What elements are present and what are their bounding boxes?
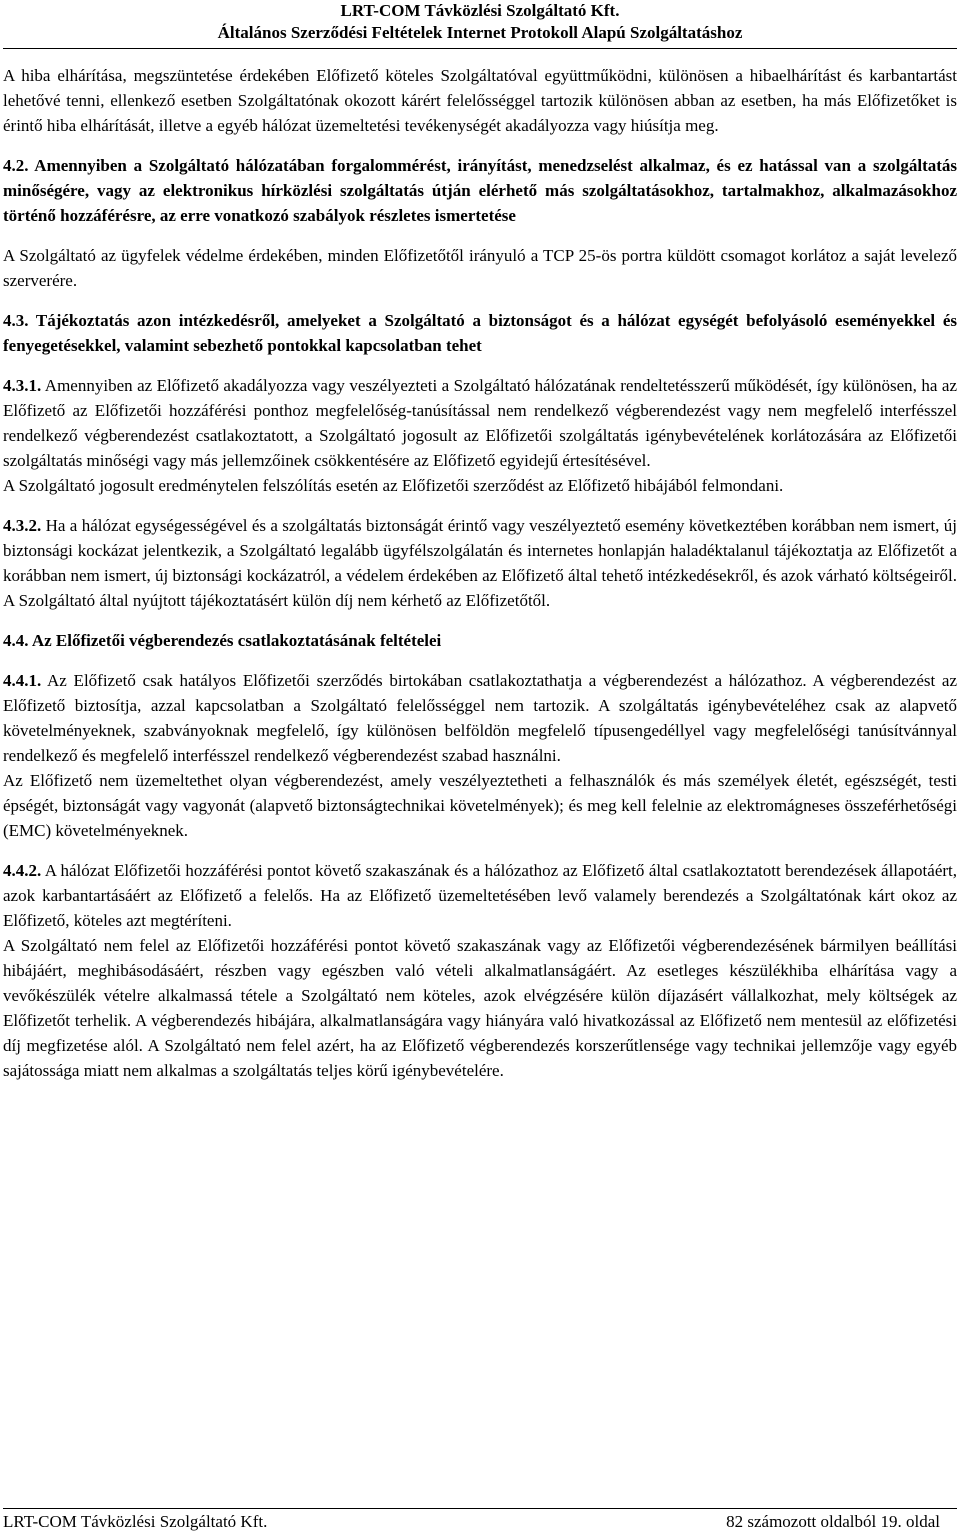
section-4-3-2-text: [3, 513, 957, 613]
section-4-4-2-text-2: A Szolgáltató nem felel az Előfizetői hozzáférési pontot követő szakaszának vagy az Előfizetői végberendezésének bármilyen beállítási hibájáért, meghibásodásáért, részben vagy egészben való vételi alkalmatlanságáért. Az esetleges készülékhiba elhárítása vagy a vevőkészülék vételre alkalmassá tétele a Szolgáltató nem köteles, azok elvégzésére külön díjazásért vállalkozhat, mely költségek az Előfizetőt terhelik. A végberendezés hibájára, alkalmatlanságára vagy hiányára való hivatkozással az Előfizető nem mentesül az előfizetési díj megfizetése alól. A Szolgáltató nem felel azért, ha az Előfizető végberendezés korszerűtlensége vagy technikai jellemzője vagy egyéb sajátossága miatt nem alkalmas a szolgáltatás teljes körű igénybevételére.: [3, 936, 957, 1080]
section-4-3-1-text-2: A Szolgáltató jogosult eredménytelen felszólítás esetén az Előfizetői szerződést az Előfizető hibájából felmondani.: [3, 476, 784, 495]
section-body-text: Az Előfizető csak hatályos Előfizetői szerződés birtokában csatlakoztathatja a végberendezést a hálózathoz. A végberendezést az Előfizető biztosítja, azzal kapcsolatban a Szolgáltató felelősséggel nem tartozik. A szolgáltatás igénybevételéhez csak az alapvető követelményeknek, szabványoknak megfelelő, így különösen belföldön megfelelő típusengedéllyel vagy megfelelőségi tanúsítvánnyal rendelkező és megfelelő interfésszel rendelkező végberendezést szabad használni.: [3, 671, 957, 765]
header-title: Általános Szerződési Feltételek Internet Protokoll Alapú Szolgáltatáshoz: [217, 23, 743, 42]
section-number: 4.3.1.: [3, 376, 42, 395]
footer-company: LRT-COM Távközlési Szolgáltató Kft.: [3, 1512, 268, 1531]
section-4-4-1-text: [3, 668, 957, 768]
document-body: [3, 63, 957, 1083]
section-heading-text: Tájékoztatás azon intézkedésről, amelyeket a Szolgáltató a biztonságot és a hálózat egységét befolyásoló eseményekkel és fenyegetésekkel, valamint sebezhető pontokkal kapcsolatban tehet: [3, 311, 957, 355]
page-footer: [3, 1508, 957, 1533]
page-header: [3, 0, 957, 44]
section-number: 4.4.: [3, 631, 29, 650]
section-number: 4.2.: [3, 156, 29, 175]
section-body-text: Amennyiben az Előfizető akadályozza vagy veszélyezteti a Szolgáltató hálózatának rendeltetésszerű működését, így különösen, ha az Előfizető az Előfizetői hozzáférési ponthoz megfelelőség-tanúsítással nem rendelkező végberendezést vagy nem megfelelő interfésszel rendelkező végberendezést csatlakoztatott, a Szolgáltató jogosult az Előfizetői szolgáltatás igénybevételének korlátozására az Előfizetői szolgáltatás minőségi vagy más jellemzőinek csökkentésére az Előfizető egyidejű értesítésével.: [3, 376, 958, 470]
section-body-text: A hálózat Előfizetői hozzáférési pontot követő szakaszának és a hálózathoz az Előfizető által csatlakoztatott berendezések állapotáért, azok karbantartásáért az Előfizető a felelős. Ha az Előfizető üzemeltetésében levő valamely berendezés a Szolgáltatónak kárt okoz az Előfizető, köteles azt megtéríteni.: [3, 861, 958, 930]
footer-page-number: 82 számozott oldalból 19. oldal: [726, 1512, 940, 1531]
section-4-2-text: A Szolgáltató az ügyfelek védelme érdekében, minden Előfizetőtől irányuló a TCP 25-ös portra küldött csomagot korlátoz a saját levelező szerverére.: [3, 246, 957, 290]
section-number: 4.3.: [3, 311, 29, 330]
header-company: LRT-COM Távközlési Szolgáltató Kft.: [340, 1, 620, 20]
section-4-3-heading: [3, 308, 957, 358]
paragraph-hiba-elharitas: A hiba elhárítása, megszüntetése érdekében Előfizető köteles Szolgáltatóval együttműködni, különösen a hibaelhárítást és karbantartást lehetővé tenni, ellenkező esetben Szolgáltatónak okozott kárért felelősséggel tartozik különösen abban az esetben, ha más Előfizetőket is érintő hiba elhárítását, illetve a egyéb hálózat üzemeltetési tevékenységét akadályozza vagy hiúsítja meg.: [3, 66, 957, 135]
section-4-4-heading: [3, 628, 957, 653]
section-number: 4.3.2.: [3, 516, 42, 535]
section-heading-text: Amennyiben a Szolgáltató hálózatában forgalommérést, irányítást, menedzselést alkalmaz, és ez hatással van a szolgáltatás minőségére, vagy az elektronikus hírközlési szolgáltatás útján elérhető más szolgáltatásokhoz, tartalmakhoz, alkalmazásokhoz történő hozzáférésre, az erre vonatkozó szabályok részletes ismertetése: [3, 156, 958, 225]
section-4-4-1-text-2: Az Előfizető nem üzemeltethet olyan végberendezést, amely veszélyeztetheti a felhasználók és más személyek életét, egészségét, testi épségét, biztonságát vagy vagyonát (alapvető biztonságtechnikai követelmények); és meg kell felelnie az elektromágneses összeférhetőségi (EMC) követelményeknek.: [3, 771, 957, 840]
section-4-3-1-text: [3, 373, 957, 473]
header-rule: [3, 48, 957, 49]
section-4-2-heading: [3, 153, 957, 228]
section-number: 4.4.1.: [3, 671, 42, 690]
section-heading-text: Az Előfizetői végberendezés csatlakoztatásának feltételei: [31, 631, 442, 650]
section-number: 4.4.2.: [3, 861, 42, 880]
section-body-text: Ha a hálózat egységességével és a szolgáltatás biztonságát érintő vagy veszélyeztető esemény következtében korábban nem ismert, új biztonsági kockázat jelentkezik, a Szolgáltató legalább ügyfélszolgálatán és internetes honlapján haladéktalanul tájékoztatja az Előfizetőt a korábban nem ismert, új biztonsági kockázatról, a védelem érdekében az Előfizető által tehető intézkedésekről, és azok várható költségeiről. A Szolgáltató által nyújtott tájékoztatásért külön díj nem kérhető az Előfizetőtől.: [3, 516, 958, 610]
section-4-4-2-text: [3, 858, 957, 933]
